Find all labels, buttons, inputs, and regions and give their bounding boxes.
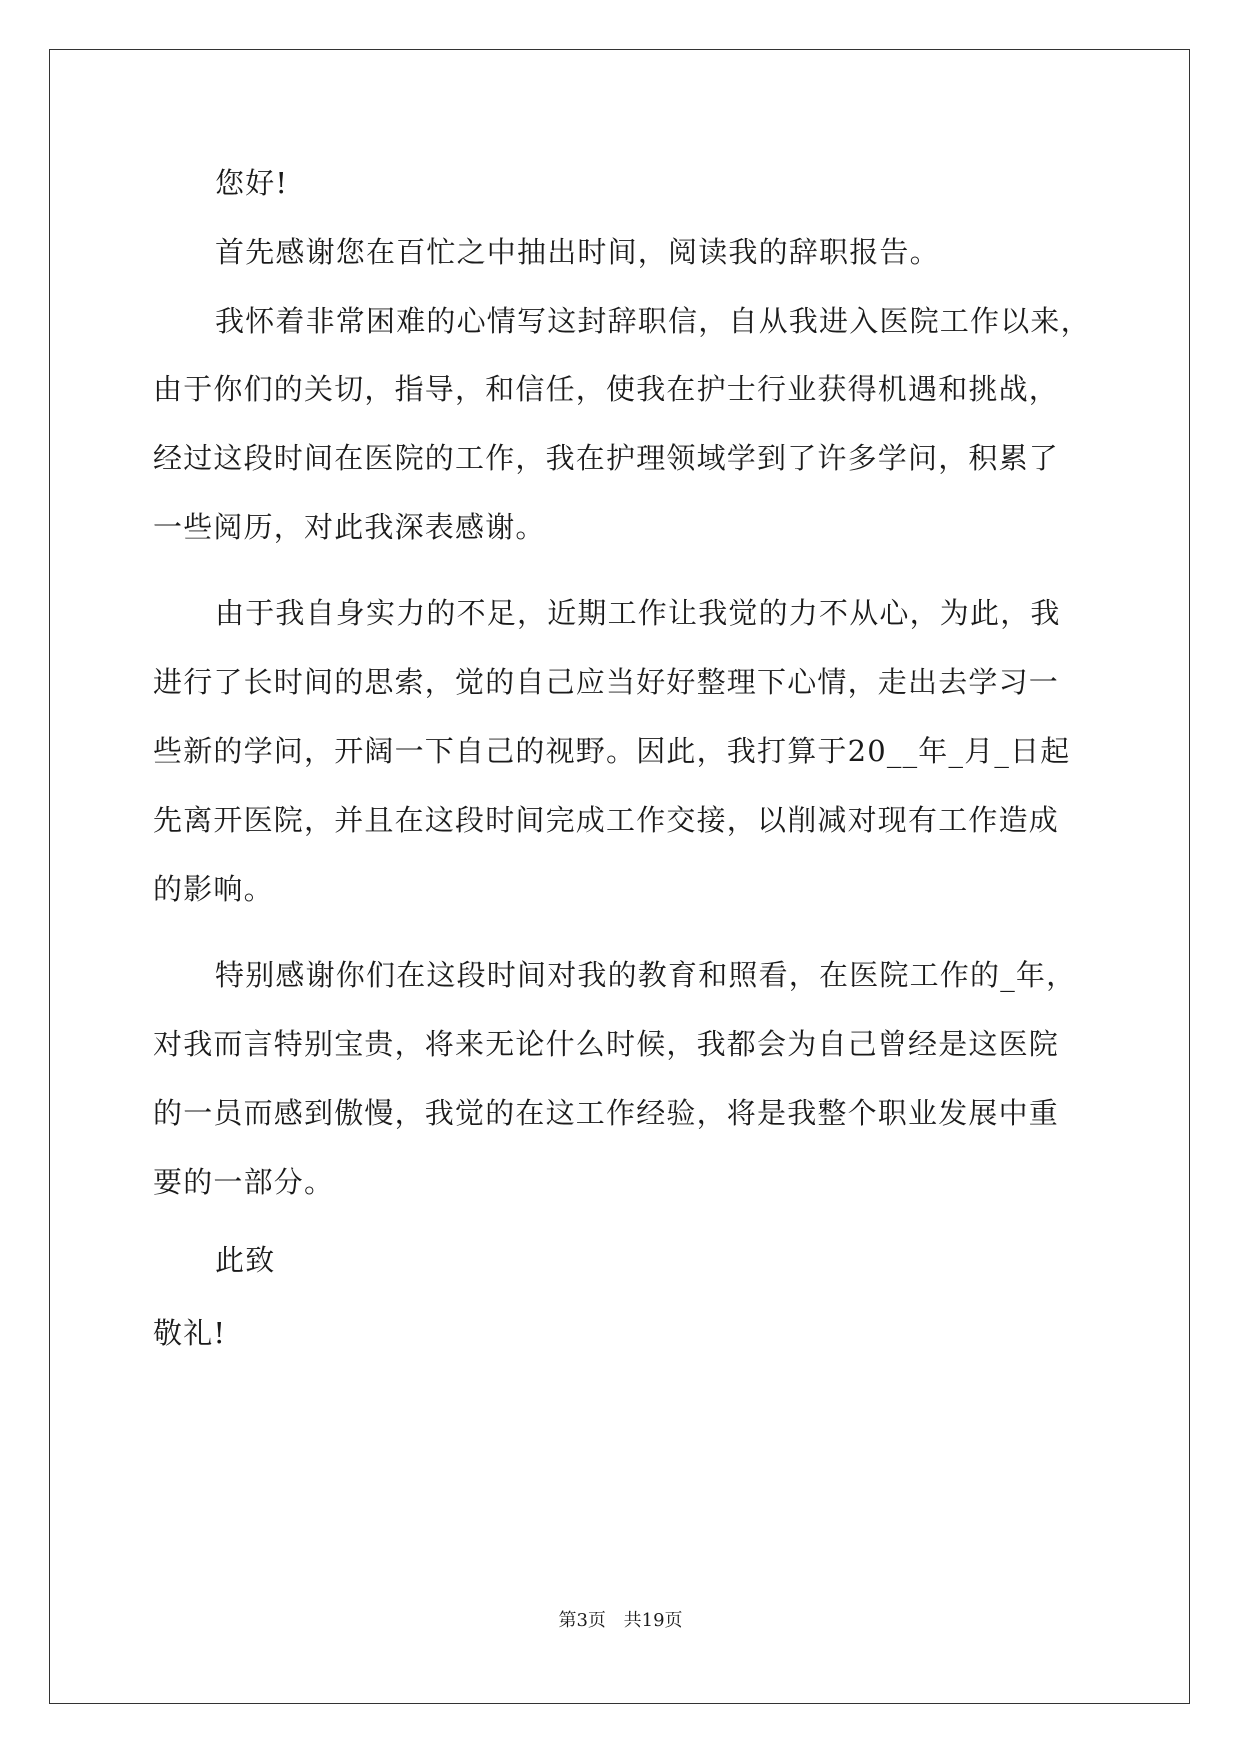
- page-footer: [0, 1610, 1241, 1632]
- greeting: 您好!: [215, 166, 289, 200]
- page-total: 共19页: [623, 1610, 683, 1631]
- paragraph-1-line-1: 首先感谢您在百忙之中抽出时间，阅读我的辞职报告。: [215, 235, 940, 269]
- paragraph-3-line-3: 些新的学问，开阔一下自己的视野。因此，我打算于20__年_月_日起: [153, 734, 1071, 768]
- page-number: 第3页: [558, 1610, 606, 1631]
- closing: 此致: [215, 1243, 276, 1277]
- paragraph-2-line-3: 经过这段时间在医院的工作，我在护理领域学到了许多学问，积累了: [153, 441, 1060, 475]
- salute: 敬礼!: [153, 1316, 227, 1350]
- paragraph-3-line-4: 先离开医院，并且在这段时间完成工作交接，以削减对现有工作造成: [153, 803, 1060, 837]
- paragraph-2-line-1: 我怀着非常困难的心情写这封辞职信，自从我进入医院工作以来，: [215, 304, 1091, 338]
- paragraph-3-line-2: 进行了长时间的思索，觉的自己应当好好整理下心情，走出去学习一: [153, 665, 1060, 699]
- paragraph-2-line-2: 由于你们的关切，指导，和信任，使我在护士行业获得机遇和挑战，: [153, 372, 1060, 406]
- paragraph-4-line-3: 的一员而感到傲慢，我觉的在这工作经验，将是我整个职业发展中重: [153, 1096, 1060, 1130]
- paragraph-4-line-1: 特别感谢你们在这段时间对我的教育和照看，在医院工作的_年，: [215, 958, 1077, 992]
- paragraph-3-line-1: 由于我自身实力的不足，近期工作让我觉的力不从心，为此，我: [215, 596, 1061, 630]
- paragraph-4-line-4: 要的一部分。: [153, 1165, 335, 1199]
- paragraph-3-line-5: 的影响。: [153, 872, 274, 906]
- paragraph-2-line-4: 一些阅历，对此我深表感谢。: [153, 510, 546, 544]
- paragraph-4-line-2: 对我而言特别宝贵，将来无论什么时候，我都会为自己曾经是这医院: [153, 1027, 1060, 1061]
